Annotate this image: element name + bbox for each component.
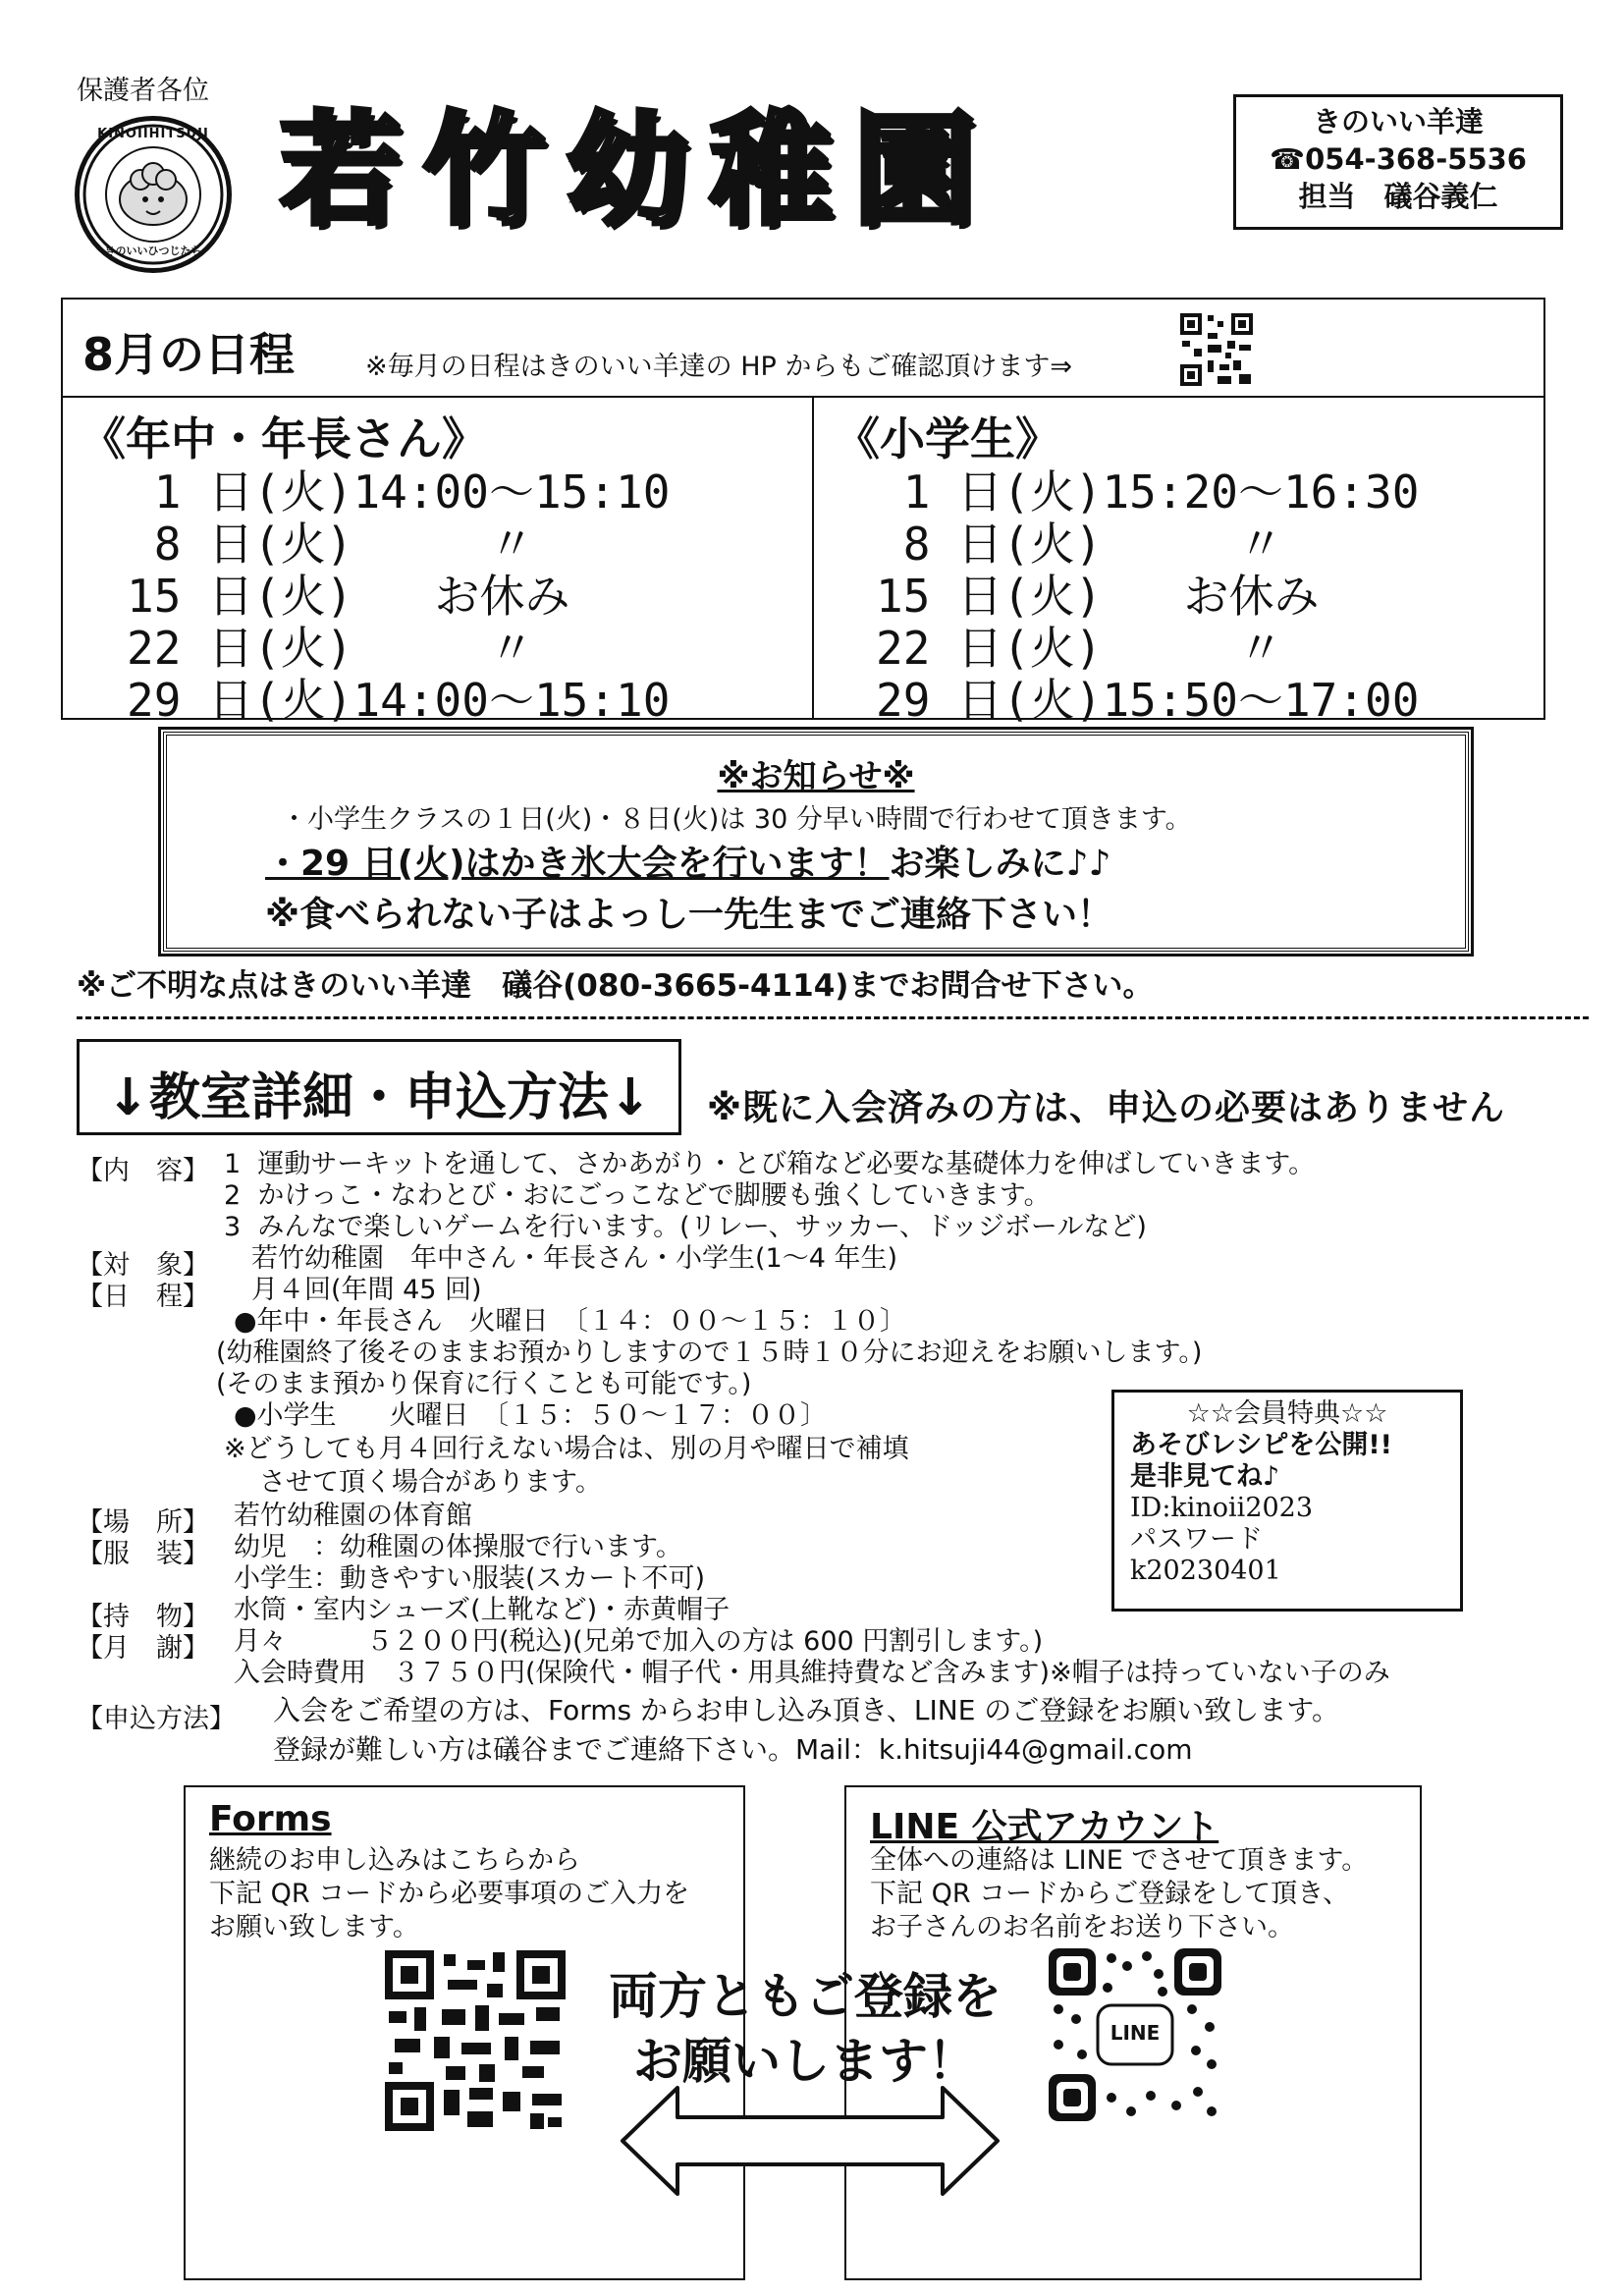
hp-qr-code[interactable] [1178, 311, 1255, 388]
notice-underlined-text: ・29 日(火)はかき氷大会を行います！ [265, 844, 890, 884]
items-label: 【持 物】 [77, 1602, 209, 1632]
apply-text: 入会をご希望の方は、Forms からお申し込み頂き、LINE のご登録をお願い致します。 [273, 1694, 1340, 1726]
schedule-header [63, 300, 1543, 398]
contact-box [1233, 94, 1563, 230]
notice-title: ※お知らせ※ [717, 757, 915, 796]
notice-box [163, 732, 1469, 952]
schedule-detail: (幼稚園終了後そのままお預かりしますので１５時１０分にお迎えをお願いします。) [216, 1338, 1203, 1368]
kindergarten-row: 8 日(火) 〃 [127, 518, 534, 571]
elementary-heading: 《小学生》 [835, 412, 1060, 465]
elementary-row: 29 日(火)15:50～17:00 [876, 674, 1420, 727]
member-password-label: パスワード [1130, 1524, 1263, 1555]
schedule-title: 8月の日程 [82, 328, 296, 381]
notice-allergy-line: ※食べられない子はよっし一先生までご連絡下さい！ [265, 895, 1112, 935]
forms-line: 下記 QR コードから必要事項のご入力を [209, 1879, 690, 1909]
forms-qr-code[interactable] [385, 1950, 566, 2131]
member-title: ☆☆会員特典☆☆ [1186, 1398, 1388, 1429]
clothes-label: 【服 装】 [77, 1539, 209, 1569]
elementary-row: 1 日(火)15:20～16:30 [876, 465, 1420, 519]
register-both-line: お願いします！ [633, 2033, 977, 2090]
forms-title: Forms [209, 1799, 332, 1839]
line-qr-label: LINE [1110, 2021, 1161, 2045]
member-benefit-box [1111, 1390, 1463, 1612]
line-line: 全体への連絡は LINE でさせて頂きます。 [870, 1845, 1369, 1876]
kindergarten-row: 1 日(火)14:00～15:10 [127, 465, 671, 519]
content-label: 【内 容】 [77, 1156, 209, 1186]
page-title: 若竹幼稚園 [280, 100, 998, 242]
dashed-divider [77, 1016, 1589, 1019]
member-line: 是非見てね♪ [1130, 1461, 1280, 1492]
target-label: 【対 象】 [77, 1250, 209, 1281]
fee-label: 【月 謝】 [77, 1633, 209, 1664]
forms-line: 継続のお申し込みはこちらから [209, 1845, 580, 1876]
items-text: 水筒・室内シューズ(上靴など)・赤黄帽子 [234, 1595, 731, 1625]
member-line: あそびレシピを公開!! [1130, 1430, 1392, 1460]
schedule-note: ※毎月の日程はきのいい羊達の HP からもご確認頂けます⇒ [365, 352, 1072, 382]
inquiry-text: ※ご不明な点はきのいい羊達 礒谷(080-3665-4114)までお問合せ下さい。 [77, 968, 1154, 1004]
contact-phone: ☎054-368-5536 [1270, 142, 1527, 176]
schedule-box [61, 298, 1545, 727]
schedule-label: 【日 程】 [77, 1282, 209, 1312]
clothes-text: 小学生：動きやすい服装(スカート不可) [234, 1563, 706, 1594]
member-id: ID:kinoii2023 [1130, 1493, 1314, 1523]
elementary-row: 15 日(火) お休み [876, 570, 1320, 623]
notice-rest-text: お楽しみに♪♪ [889, 844, 1111, 884]
logo-subtext: きのいいひつじたち [104, 245, 202, 257]
already-member-note: ※既に入会済みの方は、申込の必要はありません [707, 1088, 1505, 1128]
schedule-detail: ●年中・年長さん 火曜日 〔１４：００～１５：１０〕 [234, 1306, 907, 1337]
schedule-detail: (そのまま預かり保育に行くことも可能です。) [216, 1369, 752, 1399]
section-heading-box [77, 1039, 681, 1135]
fee-text: 月々 ５２００円(税込)(兄弟で加入の方は 600 円割引します。) [234, 1626, 1044, 1657]
section-title: ↓教室詳細・申込方法↓ [106, 1068, 652, 1127]
place-label: 【場 所】 [77, 1507, 209, 1538]
logo-text: KINOIIHITSUJI [97, 127, 209, 141]
addressee: 保護者各位 [77, 76, 209, 106]
register-both-line: 両方ともご登録を [609, 1968, 1001, 2025]
line-title: LINE 公式アカウント [870, 1807, 1219, 1847]
kindergarten-row: 15 日(火) お休み [127, 570, 570, 623]
schedule-detail: ●小学生 火曜日 〔１５：５０～１７：００〕 [234, 1400, 828, 1431]
place-text: 若竹幼稚園の体育館 [234, 1501, 472, 1531]
apply-text: 登録が難しい方は礒谷までご連絡下さい。Mail：k.hitsuji44@gmail.com [273, 1733, 1193, 1766]
member-password: k20230401 [1130, 1556, 1281, 1586]
line-line: 下記 QR コードからご登録をして頂き、 [870, 1879, 1350, 1909]
clothes-text: 幼児 ：幼稚園の体操服で行います。 [234, 1532, 682, 1562]
organization-logo [75, 116, 232, 273]
elementary-row: 22 日(火) 〃 [876, 622, 1283, 675]
notice-line: ・小学生クラスの１日(火)・８日(火)は 30 分早い時間で行わせて頂きます。 [281, 804, 1192, 835]
notice-shaved-ice-line [265, 836, 1111, 886]
forms-line: お願い致します。 [209, 1912, 419, 1942]
kindergarten-row: 22 日(火) 〃 [127, 622, 534, 675]
content-item: 2 かけっこ・なわとび・おにごっこなどで脚腰も強くしていきます。 [224, 1180, 1051, 1211]
line-line: お子さんのお名前をお送り下さい。 [870, 1912, 1294, 1942]
schedule-detail: ※どうしても月４回行えない場合は、別の月や曜日で補填 [224, 1434, 909, 1464]
contact-person: 担当 礒谷義仁 [1298, 180, 1498, 213]
kindergarten-heading: 《年中・年長さん》 [81, 412, 487, 465]
register-both-message [550, 1964, 1060, 2094]
double-arrow-icon [619, 2082, 1001, 2204]
schedule-detail: させて頂く場合があります。 [259, 1467, 602, 1498]
fee-text: 入会時費用 ３７５０円(保険代・帽子代・用具維持費など含みます)※帽子は持っていない子のみ [234, 1658, 1390, 1688]
content-item: 3 みんなで楽しいゲームを行います。(リレー、サッカー、ドッジボールなど) [224, 1212, 1147, 1242]
apply-label: 【申込方法】 [77, 1704, 236, 1734]
schedule-divider [812, 396, 814, 718]
content-item: 1 運動サーキットを通して、さかあがり・とび箱など必要な基礎体力を伸ばしていきます。 [224, 1149, 1316, 1179]
schedule-detail: 月４回(年間 45 回) [251, 1275, 482, 1305]
contact-org: きのいい羊達 [1312, 105, 1484, 138]
kindergarten-row: 29 日(火)14:00～15:10 [127, 674, 671, 727]
elementary-row: 8 日(火) 〃 [876, 518, 1283, 571]
target-text: 若竹幼稚園 年中さん・年長さん・小学生(1～4 年生) [251, 1243, 898, 1274]
line-qr-code[interactable] [1049, 1948, 1221, 2121]
